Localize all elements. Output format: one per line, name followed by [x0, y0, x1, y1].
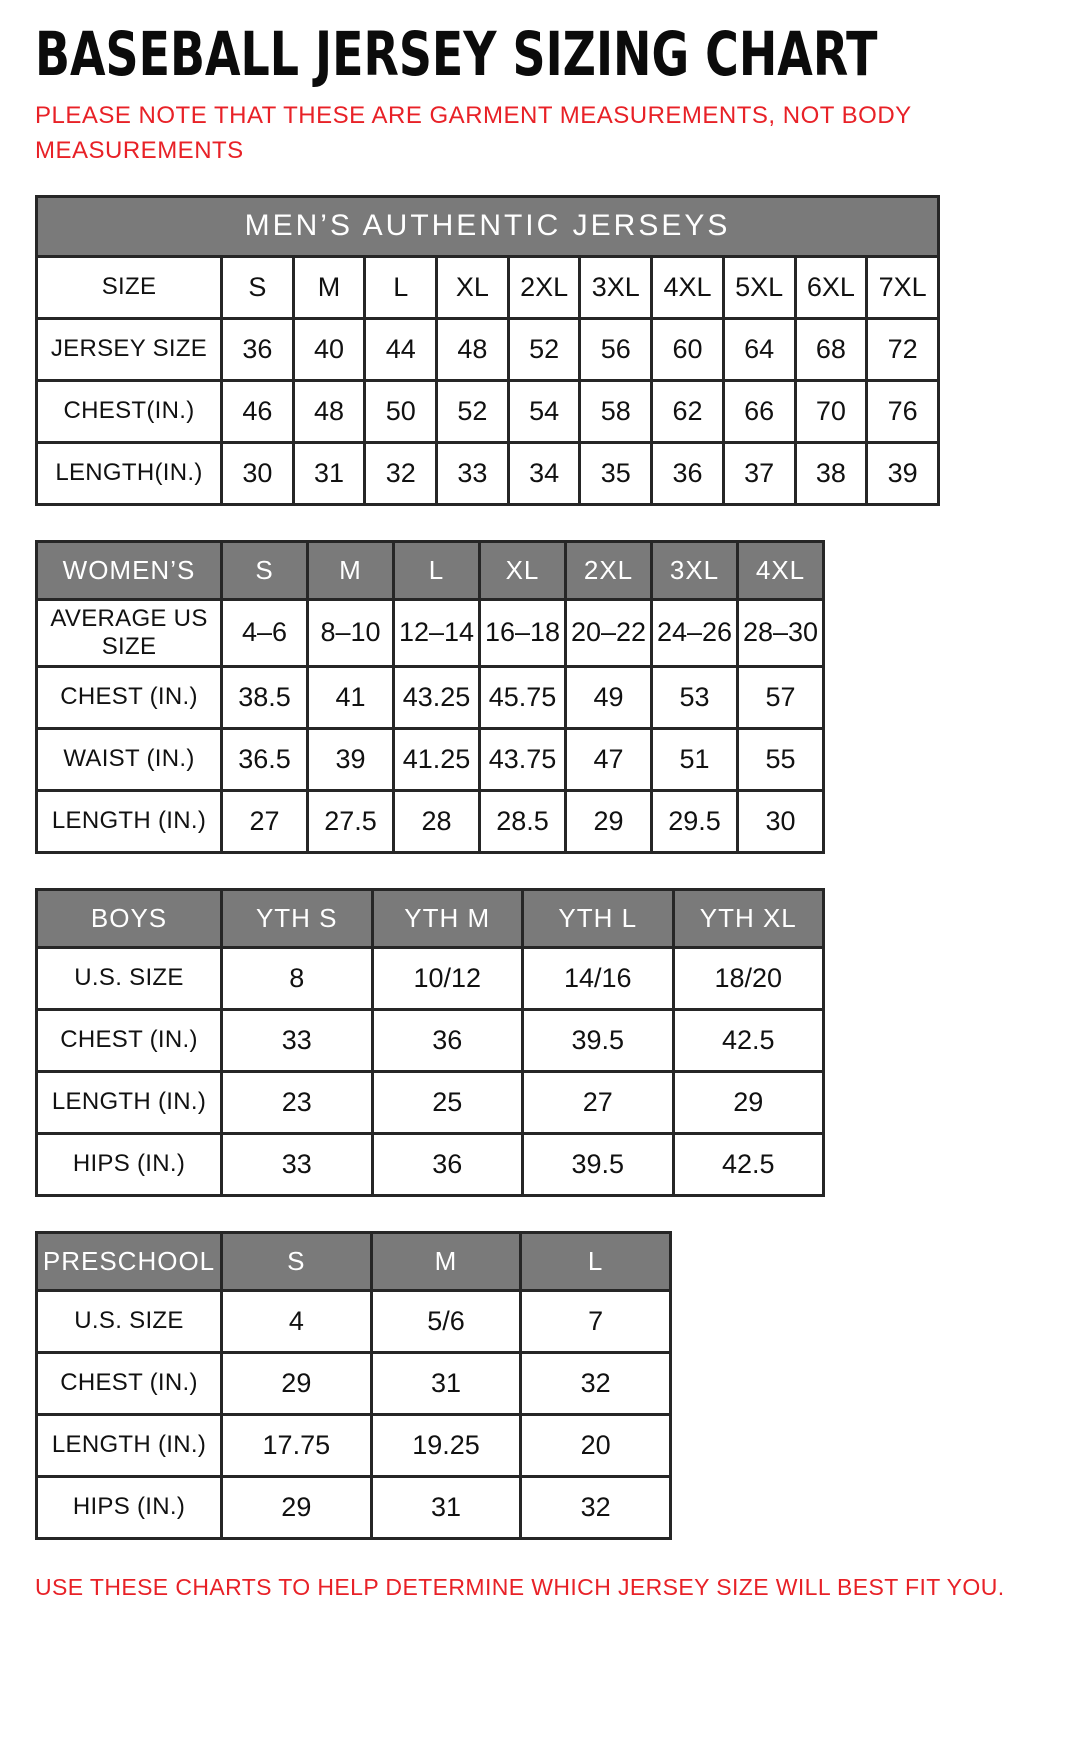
- value-cell: 31: [293, 442, 365, 504]
- row-label: CHEST (IN.): [37, 1352, 222, 1414]
- value-cell: 14/16: [523, 947, 674, 1009]
- table-row: [37, 790, 824, 852]
- row-label: WAIST (IN.): [37, 728, 222, 790]
- value-cell: 52: [508, 318, 580, 380]
- table-row: [37, 947, 824, 1009]
- row-label: SIZE: [37, 256, 222, 318]
- row-label: HIPS (IN.): [37, 1476, 222, 1538]
- value-cell: 29: [566, 790, 652, 852]
- value-cell: 70: [795, 380, 867, 442]
- value-cell: 25: [372, 1071, 523, 1133]
- value-cell: 36: [222, 318, 294, 380]
- header-size-cell: L: [521, 1232, 671, 1290]
- value-cell: 28.5: [480, 790, 566, 852]
- header-size-cell: 3XL: [652, 541, 738, 599]
- value-cell: 42.5: [673, 1009, 824, 1071]
- value-cell: XL: [437, 256, 509, 318]
- row-label: U.S. SIZE: [37, 947, 222, 1009]
- value-cell: 29: [222, 1352, 372, 1414]
- value-cell: 17.75: [222, 1414, 372, 1476]
- value-cell: 18/20: [673, 947, 824, 1009]
- value-cell: 39.5: [523, 1133, 674, 1195]
- garment-measurement-note: PLEASE NOTE THAT THESE ARE GARMENT MEASUREMENTS, NOT BODY MEASUREMENTS: [35, 102, 912, 164]
- value-cell: 36: [372, 1009, 523, 1071]
- value-cell: 52: [437, 380, 509, 442]
- value-cell: 39: [308, 728, 394, 790]
- header-label: BOYS: [37, 889, 222, 947]
- value-cell: 27: [222, 790, 308, 852]
- value-cell: 28–30: [738, 599, 824, 666]
- value-cell: 56: [580, 318, 652, 380]
- table-row: [37, 318, 939, 380]
- row-label: LENGTH (IN.): [37, 790, 222, 852]
- value-cell: 3XL: [580, 256, 652, 318]
- value-cell: 36.5: [222, 728, 308, 790]
- row-label: U.S. SIZE: [37, 1290, 222, 1352]
- table-row: [37, 1414, 671, 1476]
- value-cell: 19.25: [371, 1414, 521, 1476]
- table-row: [37, 1133, 824, 1195]
- row-label: LENGTH(IN.): [37, 442, 222, 504]
- womens-jerseys-table: [35, 540, 825, 854]
- table-row: [37, 380, 939, 442]
- value-cell: 33: [222, 1133, 373, 1195]
- value-cell: 72: [867, 318, 939, 380]
- value-cell: 37: [723, 442, 795, 504]
- table-header-row: [37, 1232, 671, 1290]
- header-size-cell: 2XL: [566, 541, 652, 599]
- value-cell: 7XL: [867, 256, 939, 318]
- value-cell: 4XL: [652, 256, 724, 318]
- value-cell: 68: [795, 318, 867, 380]
- value-cell: 35: [580, 442, 652, 504]
- value-cell: 28: [394, 790, 480, 852]
- table-row: [37, 666, 824, 728]
- row-label: CHEST (IN.): [37, 666, 222, 728]
- row-label: JERSEY SIZE: [37, 318, 222, 380]
- header-size-cell: M: [371, 1232, 521, 1290]
- value-cell: 23: [222, 1071, 373, 1133]
- header-label: WOMEN’S: [37, 541, 222, 599]
- value-cell: 41.25: [394, 728, 480, 790]
- value-cell: 34: [508, 442, 580, 504]
- header-label: PRESCHOOL: [37, 1232, 222, 1290]
- value-cell: 5XL: [723, 256, 795, 318]
- value-cell: M: [293, 256, 365, 318]
- table-row: [37, 599, 824, 666]
- value-cell: 43.25: [394, 666, 480, 728]
- value-cell: 76: [867, 380, 939, 442]
- value-cell: 60: [652, 318, 724, 380]
- value-cell: 38.5: [222, 666, 308, 728]
- value-cell: 40: [293, 318, 365, 380]
- page-title: BASEBALL JERSEY SIZING CHART: [35, 20, 878, 91]
- value-cell: 31: [371, 1352, 521, 1414]
- value-cell: 46: [222, 380, 294, 442]
- value-cell: 58: [580, 380, 652, 442]
- value-cell: L: [365, 256, 437, 318]
- table-title: MEN’S AUTHENTIC JERSEYS: [37, 196, 939, 256]
- value-cell: 6XL: [795, 256, 867, 318]
- value-cell: 32: [521, 1476, 671, 1538]
- header-size-cell: YTH S: [222, 889, 373, 947]
- value-cell: S: [222, 256, 294, 318]
- header-size-cell: L: [394, 541, 480, 599]
- value-cell: 32: [521, 1352, 671, 1414]
- value-cell: 30: [222, 442, 294, 504]
- row-label: CHEST (IN.): [37, 1009, 222, 1071]
- table-row: [37, 1290, 671, 1352]
- value-cell: 50: [365, 380, 437, 442]
- value-cell: 4–6: [222, 599, 308, 666]
- value-cell: 33: [222, 1009, 373, 1071]
- value-cell: 64: [723, 318, 795, 380]
- value-cell: 57: [738, 666, 824, 728]
- value-cell: 42.5: [673, 1133, 824, 1195]
- header-size-cell: M: [308, 541, 394, 599]
- value-cell: 36: [372, 1133, 523, 1195]
- mens-jerseys-table: [35, 195, 940, 506]
- value-cell: 36: [652, 442, 724, 504]
- value-cell: 2XL: [508, 256, 580, 318]
- value-cell: 33: [437, 442, 509, 504]
- value-cell: 8–10: [308, 599, 394, 666]
- value-cell: 48: [437, 318, 509, 380]
- table-row: [37, 256, 939, 318]
- value-cell: 29: [222, 1476, 372, 1538]
- value-cell: 8: [222, 947, 373, 1009]
- value-cell: 45.75: [480, 666, 566, 728]
- table-row: [37, 1476, 671, 1538]
- header-size-cell: YTH L: [523, 889, 674, 947]
- value-cell: 49: [566, 666, 652, 728]
- value-cell: 55: [738, 728, 824, 790]
- value-cell: 29.5: [652, 790, 738, 852]
- header-size-cell: S: [222, 541, 308, 599]
- row-label: HIPS (IN.): [37, 1133, 222, 1195]
- header-size-cell: 4XL: [738, 541, 824, 599]
- table-header-row: [37, 541, 824, 599]
- value-cell: 43.75: [480, 728, 566, 790]
- table-row: [37, 1352, 671, 1414]
- value-cell: 51: [652, 728, 738, 790]
- fit-advice-footer: USE THESE CHARTS TO HELP DETERMINE WHICH JERSEY SIZE WILL BEST FIT YOU.: [35, 1573, 1005, 1600]
- preschool-jerseys-table: [35, 1231, 672, 1540]
- value-cell: 39: [867, 442, 939, 504]
- value-cell: 54: [508, 380, 580, 442]
- value-cell: 31: [371, 1476, 521, 1538]
- value-cell: 39.5: [523, 1009, 674, 1071]
- table-row: [37, 442, 939, 504]
- table-row: [37, 1009, 824, 1071]
- header-size-cell: YTH XL: [673, 889, 824, 947]
- value-cell: 66: [723, 380, 795, 442]
- value-cell: 27.5: [308, 790, 394, 852]
- value-cell: 4: [222, 1290, 372, 1352]
- table-row: [37, 1071, 824, 1133]
- table-title-row: [37, 196, 939, 256]
- value-cell: 44: [365, 318, 437, 380]
- value-cell: 20–22: [566, 599, 652, 666]
- value-cell: 5/6: [371, 1290, 521, 1352]
- value-cell: 62: [652, 380, 724, 442]
- boys-jerseys-table: [35, 888, 825, 1197]
- value-cell: 53: [652, 666, 738, 728]
- value-cell: 32: [365, 442, 437, 504]
- value-cell: 29: [673, 1071, 824, 1133]
- value-cell: 7: [521, 1290, 671, 1352]
- row-label: CHEST(IN.): [37, 380, 222, 442]
- value-cell: 41: [308, 666, 394, 728]
- value-cell: 30: [738, 790, 824, 852]
- table-header-row: [37, 889, 824, 947]
- value-cell: 12–14: [394, 599, 480, 666]
- value-cell: 47: [566, 728, 652, 790]
- value-cell: 48: [293, 380, 365, 442]
- row-label: AVERAGE US SIZE: [37, 599, 222, 666]
- value-cell: 24–26: [652, 599, 738, 666]
- value-cell: 16–18: [480, 599, 566, 666]
- header-size-cell: YTH M: [372, 889, 523, 947]
- value-cell: 10/12: [372, 947, 523, 1009]
- row-label: LENGTH (IN.): [37, 1414, 222, 1476]
- value-cell: 20: [521, 1414, 671, 1476]
- value-cell: 27: [523, 1071, 674, 1133]
- value-cell: 38: [795, 442, 867, 504]
- header-size-cell: S: [222, 1232, 372, 1290]
- header-size-cell: XL: [480, 541, 566, 599]
- row-label: LENGTH (IN.): [37, 1071, 222, 1133]
- table-row: [37, 728, 824, 790]
